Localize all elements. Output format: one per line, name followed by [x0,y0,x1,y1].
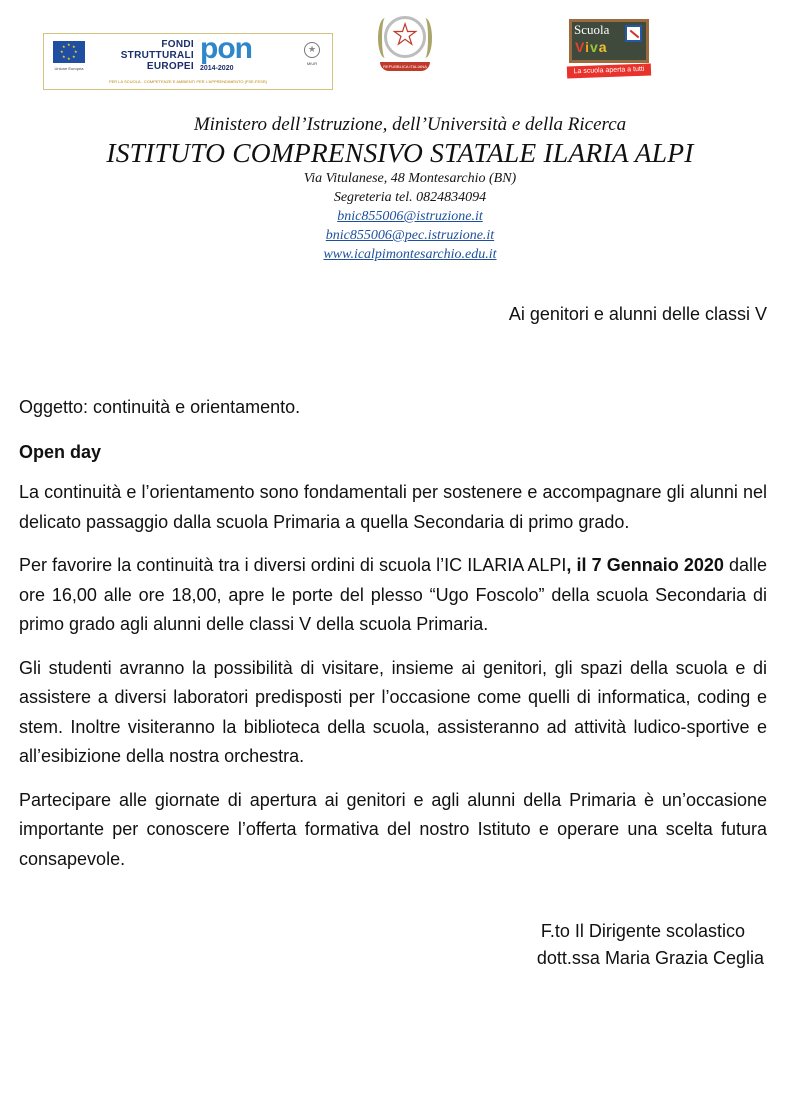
pon-column [194,34,292,73]
school-address: Via Vitulanese, 48 Montesarchio (BN) [303,171,517,186]
viva-letter: v [589,39,599,55]
pon-wordmark: pon [200,32,252,65]
pec-email-link[interactable]: bnic855006@pec.istruzione.it [325,228,495,243]
eu-column [44,34,94,71]
miur-column [292,34,332,66]
school-phone: Segreteria tel. 0824834094 [333,190,487,205]
regione-campania-icon [625,25,642,42]
paragraph-text: Per favorire la continuità tra i diversi ordini di scuola l’IC ILARIA ALPI [19,555,567,575]
school-name: ISTITUTO COMPRENSIVO STATALE ILARIA ALPI [106,137,694,168]
viva-text [575,39,608,55]
ministry-name: Ministero dell’Istruzione, dell’Università e della Ricerca [193,114,627,135]
emblem-ribbon: REPUBBLICA ITALIANA [380,62,430,71]
signature-role: F.to Il Dirigente scolastico [540,921,745,941]
viva-letter: a [598,39,608,55]
miur-caption: MIUR [306,61,318,66]
fondi-line: EUROPEI [146,61,194,72]
recipient-line: Ai genitori e alunni delle classi V [508,304,767,324]
letter-heading: Open day [19,442,102,462]
viva-letter: i [585,39,590,55]
fondi-line: FONDI [161,39,194,50]
eu-caption: Unione Europea [54,66,84,71]
pon-strapline: PER LA SCUOLA - COMPETENZE E AMBIENTI PER L'APPRENDIMENTO (FSE-FESR) [108,79,268,84]
logo-band [0,0,800,100]
letter-body [0,302,800,972]
scuola-viva-tagline: La scuola aperta a tutti [567,64,651,79]
fondi-strutturali-text [94,34,194,72]
pon-years: 2014-2020 [200,65,234,72]
event-date: , il 7 Gennaio 2020 [566,555,724,575]
paragraph-text: dalle ore 16,00 alle ore 18,00, apre le porte del plesso “Ugo Foscolo” della scuola Secondaria di primo grado agli alunni delle classi V della scuola Primaria. [19,555,768,634]
star-icon: ★ [392,19,418,50]
signature-block [19,918,767,972]
viva-letter: V [575,39,586,55]
email-link[interactable]: bnic855006@istruzione.it [337,209,483,224]
scuola-viva-title: Scuola [574,22,610,37]
fondi-line: STRUTTURALI [120,50,194,61]
paragraph-continuity: La continuità e l’orientamento sono fondamentali per sostenere e accompagnare gli alunni nel delicato passaggio dalla scuola Primaria a quella Secondaria di primo grado. [19,482,767,532]
miur-emblem-icon: ★ [304,42,320,58]
paragraph-open-day-date [19,551,767,640]
subject-line: Oggetto: continuità e orientamento. [19,397,301,417]
pon-banner-row [44,34,332,78]
pon-banner-logo [43,33,333,90]
letterhead [0,114,800,264]
paragraph-activities: Gli studenti avranno la possibilità di visitare, insieme ai genitori, gli spazi della scuola e di assistere a diversi laboratori predisposti per l’occasione come quelli di informatica, coding e stem. Inoltre visiteranno la biblioteca della scuola, assisteranno ad attività ludico-sportive e all’esibizione della nostra orchestra. [19,657,767,766]
signature-name: dott.ssa Maria Grazia Ceglia [536,948,764,968]
website-link[interactable]: www.icalpimontesarchio.edu.it [323,247,497,262]
repubblica-italiana-emblem-icon [376,12,434,74]
paragraph-invitation: Partecipare alle giornate di apertura ai genitori e agli alunni della Primaria è un’occasione importante per conoscere l’offerta formativa del nostro Istituto e operare una scelta futura consapevole. [19,789,767,869]
scuola-viva-logo [569,19,649,81]
eu-flag-icon: ★ ★ ★ ★ ★ ★ ★ ★ [53,41,85,63]
